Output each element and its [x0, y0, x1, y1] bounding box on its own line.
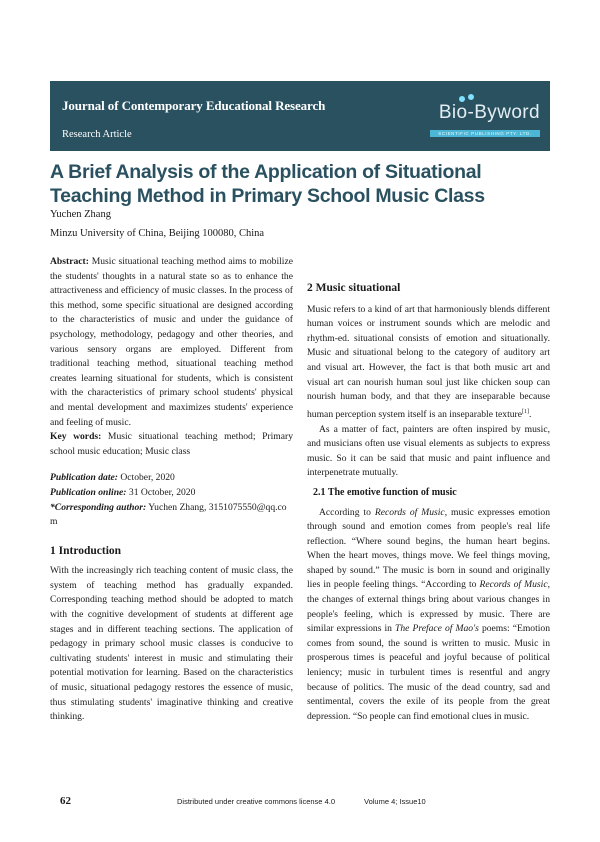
publication-online-value: 31 October, 2020 [128, 486, 196, 498]
emotive-paragraph [307, 506, 550, 725]
abstract-text: Music situational teaching method aims to mobilize the students' thoughts in a natural state so as to enhance the attractiveness and efficiency of music classes. In the process of this method, some specific situational are designed according to the characteristics of music and under the guidance of psychology, methodology, pedagogy and other theories, and various sensory organs are employed. Different from traditional teaching method, situational teaching method creates learning situational for students, which is consistent with the characteristics of primary school students' physical and mental development and maximizes students' experience and feeling of music. [50, 256, 293, 428]
publication-date-label: Publication date: [50, 472, 118, 484]
right-column [307, 281, 550, 724]
logo-dot-icon [468, 94, 474, 100]
intro-paragraph: With the increasingly rich teaching content of music class, the system of teaching method has gradually expanded. Corresponding teaching method should be adopted to match with the cognitive development of students at different age stages and in different teaching sections. The application of pedagogy in primary school music classes is conducive to cultivating students' interest in music and stimulating their potential motivation for learning. Based on the characteristics of music, situational pedagogy restores the essence of music, thus stimulating students' imaginative thinking and creative thinking. [50, 565, 293, 723]
journal-banner [50, 81, 550, 151]
article-type: Research Article [62, 129, 132, 140]
abstract-label: Abstract: [50, 256, 89, 267]
volume-issue: Volume 4; Issue10 [364, 797, 426, 806]
citation-ref[interactable]: [1] [522, 408, 529, 415]
journal-name: Journal of Contemporary Educational Research [62, 98, 326, 113]
page-number: 62 [60, 795, 71, 807]
logo-wordmark: Bio-Byword [438, 102, 540, 123]
emotive-citation: Records of Music [374, 506, 445, 518]
music-paragraph-1-text: Music refers to a kind of art that harmoniously blends different human voices or instrument sounds which are melodic and rhythm-ed. situational consists of emotion and situationally. Music and situational belong to the category of auditory art and visual art. However, the fact is that both music art and visual art can nourish human soul just like chicken soup can nourish human body, and that they are inseparable because human perception system itself is an inseparable texture [307, 303, 550, 420]
corresponding-value: Yuchen Zhang, 3151075550@qq.com [50, 501, 287, 528]
music-paragraph-1-end: . [529, 408, 532, 420]
publisher-logo [426, 94, 544, 138]
heading-emotive-function: 2.1 The emotive function of music [313, 486, 457, 498]
publication-date [50, 471, 293, 486]
keywords-label: Key words: [50, 431, 102, 443]
abstract [50, 255, 293, 430]
publication-date-value: October, 2020 [120, 472, 175, 484]
corresponding-author [50, 501, 293, 530]
music-paragraph-2: As a matter of fact, painters are often inspired by music, and musicians often use visual elements as subjects to express music. So it can be said that music and paint influence and interpenetrate mutually. [307, 423, 550, 479]
emotive-citation: The Preface of Mao's [395, 623, 479, 635]
publication-online [50, 486, 293, 501]
music-paragraph-1 [307, 303, 550, 423]
emotive-text: , the changes of external things bring about various changes in people's feeling, which is expressed by music. There are similar expressions in [307, 579, 550, 635]
article-title: A Brief Analysis of the Application of Situational Teaching Method in Primary School Music Class [50, 161, 485, 207]
keywords [50, 430, 293, 459]
corresponding-label: *Corresponding author: [50, 501, 147, 513]
heading-introduction: 1 Introduction [50, 544, 122, 557]
logo-tagline: SCIENTIFIC PUBLISHING PTY. LTD. [430, 130, 540, 137]
affiliation: Minzu University of China, Beijing 100080, China [50, 228, 265, 239]
emotive-text: , music expresses emotion through sound and emotion comes from people's real life reflection. “Where sound begins, the human heart begins. When the heart moves, things move. We feel things moving, shaped by sound.” The music is born in sound and originally lies in people feeling things. “According to [307, 506, 550, 591]
license-note: Distributed under creative commons license 4.0 [177, 797, 335, 806]
emotive-text: According to [319, 506, 375, 518]
emotive-citation: Records of Music [479, 579, 548, 591]
heading-music-situational: 2 Music situational [307, 282, 401, 294]
publication-online-label: Publication online: [50, 486, 127, 498]
left-column [50, 255, 293, 725]
keywords-text: Music situational teaching method; Primary school music education; Music class [50, 431, 293, 457]
author: Yuchen Zhang [50, 209, 111, 220]
emotive-text: poems: “Emotion comes from sound, the sound is written to music. Music in prosperous times is peaceful and joyful because of political leniency; music in turbulent times is resentful and angry because of politics. The music of the dead country, sad and sentimental, covers the exile of its people from the great depression. “So people can find emotional clues in music. [307, 623, 551, 722]
